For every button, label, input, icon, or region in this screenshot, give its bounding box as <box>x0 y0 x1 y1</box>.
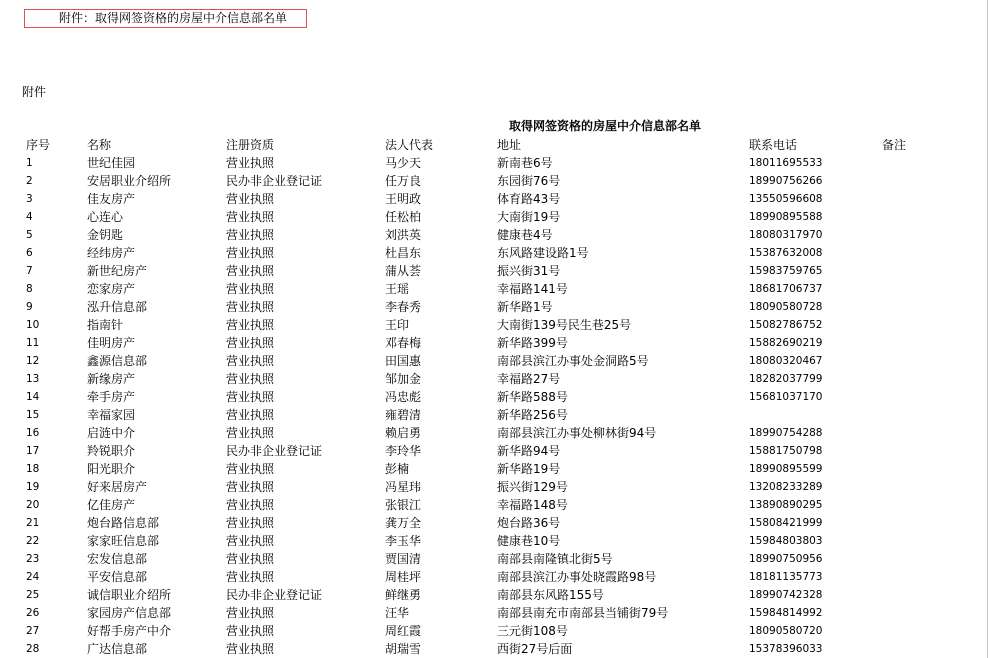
cell-legal-rep: 汪华 <box>385 606 410 620</box>
cell-qualification: 营业执照 <box>226 300 275 314</box>
cell-qualification: 民办非企业登记证 <box>226 588 323 602</box>
cell-phone: 15681037170 <box>749 391 823 403</box>
cell-legal-rep: 龚万全 <box>385 516 422 530</box>
cell-name: 平安信息部 <box>87 570 148 584</box>
cell-qualification: 营业执照 <box>226 570 275 584</box>
table-row <box>0 586 990 604</box>
cell-phone: 18681706737 <box>749 283 823 295</box>
cell-phone: 18080320467 <box>749 355 823 367</box>
table-row <box>0 424 990 442</box>
cell-name: 新世纪房产 <box>87 264 148 278</box>
cell-address: 新南巷6号 <box>497 156 553 170</box>
cell-name: 宏发信息部 <box>87 552 148 566</box>
cell-qualification: 营业执照 <box>226 354 275 368</box>
cell-no: 1 <box>26 157 33 169</box>
cell-legal-rep: 王明政 <box>385 192 422 206</box>
cell-no: 26 <box>26 607 40 619</box>
table-row <box>0 478 990 496</box>
cell-legal-rep: 李玉华 <box>385 534 422 548</box>
table-row <box>0 352 990 370</box>
cell-phone: 18990742328 <box>749 589 823 601</box>
cell-qualification: 营业执照 <box>226 606 275 620</box>
cell-qualification: 营业执照 <box>226 516 275 530</box>
cell-qualification: 营业执照 <box>226 228 275 242</box>
cell-no: 12 <box>26 355 40 367</box>
cell-address: 南部县滨江办事处晓霞路98号 <box>497 570 657 584</box>
cell-no: 20 <box>26 499 40 511</box>
table-row <box>0 568 990 586</box>
table-row <box>0 406 990 424</box>
cell-no: 10 <box>26 319 40 331</box>
cell-legal-rep: 马少天 <box>385 156 422 170</box>
cell-address: 体育路43号 <box>497 192 561 206</box>
cell-no: 16 <box>26 427 40 439</box>
cell-phone: 18990754288 <box>749 427 823 439</box>
cell-name: 指南针 <box>87 318 124 332</box>
cell-address: 新华路256号 <box>497 408 568 422</box>
cell-name: 羚锐职介 <box>87 444 136 458</box>
header-address: 地址 <box>497 138 522 152</box>
table-row <box>0 172 990 190</box>
cell-name: 家家旺信息部 <box>87 534 160 548</box>
cell-address: 幸福路148号 <box>497 498 568 512</box>
cell-no: 28 <box>26 643 40 655</box>
cell-qualification: 营业执照 <box>226 552 275 566</box>
cell-qualification: 营业执照 <box>226 210 275 224</box>
cell-phone: 18090580720 <box>749 625 823 637</box>
cell-qualification: 营业执照 <box>226 336 275 350</box>
attachment-label: 附件 <box>22 85 47 99</box>
cell-qualification: 营业执照 <box>226 390 275 404</box>
cell-address: 振兴街31号 <box>497 264 561 278</box>
cell-name: 家园房产信息部 <box>87 606 172 620</box>
header-phone: 联系电话 <box>749 138 798 152</box>
cell-address: 幸福路141号 <box>497 282 568 296</box>
cell-address: 南部县南隆镇北街5号 <box>497 552 613 566</box>
cell-no: 15 <box>26 409 40 421</box>
cell-legal-rep: 张银江 <box>385 498 422 512</box>
cell-address: 新华路94号 <box>497 444 561 458</box>
cell-no: 13 <box>26 373 40 385</box>
cell-qualification: 营业执照 <box>226 480 275 494</box>
cell-legal-rep: 周红霞 <box>385 624 422 638</box>
cell-legal-rep: 周桂坪 <box>385 570 422 584</box>
cell-name: 安居职业介绍所 <box>87 174 172 188</box>
table-header-row <box>0 136 990 154</box>
cell-legal-rep: 冯忠彪 <box>385 390 422 404</box>
cell-no: 27 <box>26 625 40 637</box>
cell-address: 新华路588号 <box>497 390 568 404</box>
cell-address: 南部县滨江办事处柳林街94号 <box>497 426 657 440</box>
cell-address: 东园街76号 <box>497 174 561 188</box>
cell-legal-rep: 杜昌东 <box>385 246 422 260</box>
cell-name: 广达信息部 <box>87 642 148 656</box>
cell-legal-rep: 雍碧清 <box>385 408 422 422</box>
cell-address: 炮台路36号 <box>497 516 561 530</box>
cell-phone: 15378396033 <box>749 643 823 655</box>
cell-legal-rep: 邓春梅 <box>385 336 422 350</box>
cell-name: 新缘房产 <box>87 372 136 386</box>
cell-name: 好帮手房产中介 <box>87 624 172 638</box>
cell-legal-rep: 王印 <box>385 318 410 332</box>
table-row <box>0 280 990 298</box>
cell-phone: 15984814992 <box>749 607 823 619</box>
table-row <box>0 442 990 460</box>
table-row <box>0 622 990 640</box>
header-qualification: 注册资质 <box>226 138 275 152</box>
cell-name: 佳友房产 <box>87 192 136 206</box>
cell-legal-rep: 蒲从荟 <box>385 264 422 278</box>
cell-no: 14 <box>26 391 40 403</box>
cell-name: 佳明房产 <box>87 336 136 350</box>
cell-legal-rep: 任松柏 <box>385 210 422 224</box>
cell-phone: 15882690219 <box>749 337 823 349</box>
table-row <box>0 334 990 352</box>
cell-phone: 18990750956 <box>749 553 823 565</box>
cell-phone: 13208233289 <box>749 481 823 493</box>
table-row <box>0 262 990 280</box>
cell-address: 三元街108号 <box>497 624 568 638</box>
cell-no: 17 <box>26 445 40 457</box>
cell-legal-rep: 任万良 <box>385 174 422 188</box>
table-row <box>0 316 990 334</box>
cell-name: 金钥匙 <box>87 228 124 242</box>
cell-name: 鑫源信息部 <box>87 354 148 368</box>
cell-phone: 15984803803 <box>749 535 823 547</box>
cell-name: 幸福家园 <box>87 408 136 422</box>
cell-no: 4 <box>26 211 33 223</box>
cell-address: 健康巷10号 <box>497 534 561 548</box>
cell-name: 心连心 <box>87 210 124 224</box>
cell-name: 亿佳房产 <box>87 498 136 512</box>
cell-phone: 15983759765 <box>749 265 823 277</box>
table-title: 取得网签资格的房屋中介信息部名单 <box>509 119 702 133</box>
cell-phone: 18181135773 <box>749 571 823 583</box>
cell-qualification: 营业执照 <box>226 498 275 512</box>
cell-address: 新华路1号 <box>497 300 553 314</box>
cell-no: 23 <box>26 553 40 565</box>
cell-phone: 15387632008 <box>749 247 823 259</box>
cell-name: 经纬房产 <box>87 246 136 260</box>
cell-no: 25 <box>26 589 40 601</box>
cell-phone: 18990895599 <box>749 463 823 475</box>
cell-qualification: 营业执照 <box>226 318 275 332</box>
cell-phone: 18282037799 <box>749 373 823 385</box>
cell-qualification: 营业执照 <box>226 156 275 170</box>
table-row <box>0 244 990 262</box>
cell-no: 5 <box>26 229 33 241</box>
cell-address: 东风路建设路1号 <box>497 246 589 260</box>
table-row <box>0 208 990 226</box>
header-note: 备注 <box>882 138 907 152</box>
cell-phone: 13890890295 <box>749 499 823 511</box>
cell-legal-rep: 刘洪英 <box>385 228 422 242</box>
header-name: 名称 <box>87 138 112 152</box>
attachment-caption-text: 附件：取得网签资格的房屋中介信息部名单 <box>59 11 288 25</box>
cell-no: 9 <box>26 301 33 313</box>
table-row <box>0 370 990 388</box>
cell-qualification: 营业执照 <box>226 246 275 260</box>
cell-name: 阳光职介 <box>87 462 136 476</box>
cell-address: 新华路19号 <box>497 462 561 476</box>
cell-legal-rep: 鲜继勇 <box>385 588 422 602</box>
table-row <box>0 388 990 406</box>
cell-address: 南部县南充市南部县当铺街79号 <box>497 606 669 620</box>
cell-phone: 15082786752 <box>749 319 823 331</box>
cell-phone: 15808421999 <box>749 517 823 529</box>
cell-qualification: 营业执照 <box>226 426 275 440</box>
cell-legal-rep: 李春秀 <box>385 300 422 314</box>
cell-qualification: 民办非企业登记证 <box>226 174 323 188</box>
cell-name: 启涟中介 <box>87 426 136 440</box>
cell-address: 健康巷4号 <box>497 228 553 242</box>
cell-phone: 18990895588 <box>749 211 823 223</box>
attachment-caption-box[interactable] <box>24 9 307 28</box>
cell-phone: 15881750798 <box>749 445 823 457</box>
table-row <box>0 496 990 514</box>
table-row <box>0 460 990 478</box>
cell-no: 3 <box>26 193 33 205</box>
cell-qualification: 营业执照 <box>226 192 275 206</box>
header-legal-rep: 法人代表 <box>385 138 434 152</box>
cell-qualification: 营业执照 <box>226 642 275 656</box>
table-row <box>0 550 990 568</box>
cell-qualification: 营业执照 <box>226 624 275 638</box>
header-no: 序号 <box>26 138 51 152</box>
cell-address: 新华路399号 <box>497 336 568 350</box>
cell-qualification: 民办非企业登记证 <box>226 444 323 458</box>
cell-legal-rep: 彭楠 <box>385 462 410 476</box>
cell-phone: 18090580728 <box>749 301 823 313</box>
cell-no: 19 <box>26 481 40 493</box>
cell-address: 大南街139号民生巷25号 <box>497 318 632 332</box>
cell-legal-rep: 冯星玮 <box>385 480 422 494</box>
cell-legal-rep: 田国惠 <box>385 354 422 368</box>
cell-name: 恋家房产 <box>87 282 136 296</box>
cell-address: 振兴街129号 <box>497 480 568 494</box>
cell-no: 18 <box>26 463 40 475</box>
table-row <box>0 604 990 622</box>
cell-name: 牵手房产 <box>87 390 136 404</box>
cell-legal-rep: 胡瑞雪 <box>385 642 422 656</box>
cell-legal-rep: 赖启勇 <box>385 426 422 440</box>
cell-name: 诚信职业介绍所 <box>87 588 172 602</box>
table-row <box>0 514 990 532</box>
cell-phone: 18990756266 <box>749 175 823 187</box>
cell-no: 7 <box>26 265 33 277</box>
cell-name: 世纪佳园 <box>87 156 136 170</box>
cell-legal-rep: 李玲华 <box>385 444 422 458</box>
cell-phone: 18011695533 <box>749 157 823 169</box>
table-row <box>0 298 990 316</box>
cell-no: 24 <box>26 571 40 583</box>
cell-phone: 18080317970 <box>749 229 823 241</box>
cell-no: 22 <box>26 535 40 547</box>
table-row <box>0 226 990 244</box>
cell-qualification: 营业执照 <box>226 282 275 296</box>
cell-legal-rep: 王瑶 <box>385 282 410 296</box>
cell-no: 21 <box>26 517 40 529</box>
cell-name: 好来居房产 <box>87 480 148 494</box>
table-row <box>0 154 990 172</box>
cell-no: 6 <box>26 247 33 259</box>
cell-address: 大南街19号 <box>497 210 561 224</box>
cell-name: 炮台路信息部 <box>87 516 160 530</box>
cell-address: 幸福路27号 <box>497 372 561 386</box>
cell-phone: 13550596608 <box>749 193 823 205</box>
cell-qualification: 营业执照 <box>226 264 275 278</box>
cell-qualification: 营业执照 <box>226 372 275 386</box>
table-row <box>0 532 990 550</box>
cell-qualification: 营业执照 <box>226 534 275 548</box>
cell-no: 11 <box>26 337 40 349</box>
cell-legal-rep: 邹加金 <box>385 372 422 386</box>
table-row <box>0 640 990 658</box>
cell-address: 西街27号后面 <box>497 642 573 656</box>
cell-address: 南部县东风路155号 <box>497 588 604 602</box>
cell-no: 8 <box>26 283 33 295</box>
table-row <box>0 190 990 208</box>
cell-legal-rep: 贾国清 <box>385 552 422 566</box>
cell-qualification: 营业执照 <box>226 408 275 422</box>
cell-qualification: 营业执照 <box>226 462 275 476</box>
cell-name: 泓升信息部 <box>87 300 148 314</box>
cell-address: 南部县滨江办事处金洞路5号 <box>497 354 649 368</box>
cell-no: 2 <box>26 175 33 187</box>
